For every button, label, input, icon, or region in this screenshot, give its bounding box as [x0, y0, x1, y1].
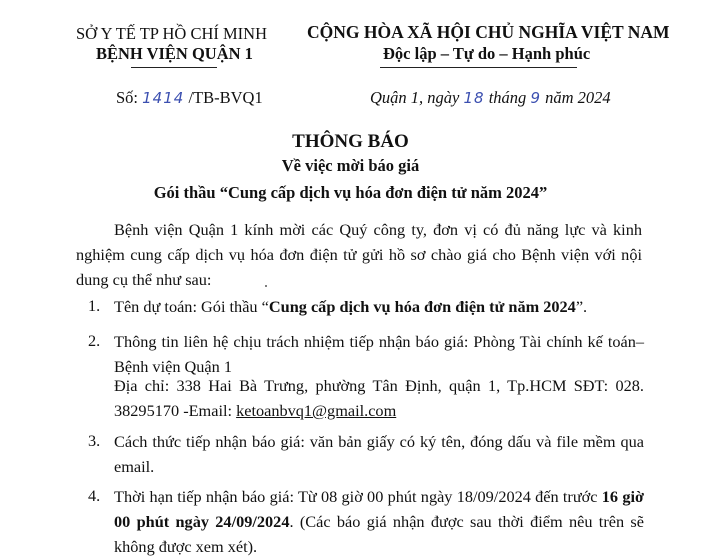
notice-title: THÔNG BÁO	[292, 131, 409, 152]
doc-number-label: Số:	[116, 88, 139, 107]
date-month-handwritten: 9	[530, 89, 541, 107]
item-1-label: Tên dự toán: Gói thầu “	[114, 297, 269, 316]
date-prefix: Quận 1, ngày	[370, 88, 460, 107]
date-month-label: tháng	[488, 88, 527, 107]
item-3-text: Cách thức tiếp nhận báo giá: văn bản giấy có ký tên, đóng dấu và file mềm qua email.	[114, 432, 644, 476]
item-2-text: Thông tin liên hệ chịu trách nhiệm tiếp nhận báo giá: Phòng Tài chính kế toán– Bệnh viện Quận 1	[114, 332, 644, 376]
package-name: Gói thầu “Cung cấp dịch vụ hóa đơn điện tử năm 2024”	[153, 183, 548, 202]
item-4-end: . (Các báo giá nhận được sau thời điểm nêu trên sẽ không được xem xét).	[114, 512, 644, 556]
item-2-address	[114, 373, 644, 423]
doc-number-handwritten: 1414	[142, 89, 185, 107]
doc-number-line	[116, 88, 263, 108]
item-1-text	[114, 294, 654, 319]
item-4-label: Thời hạn tiếp nhận báo giá: Từ 08 giờ 00 phút ngày 18/09/2024 đến trước	[114, 487, 602, 506]
contact-email-link[interactable]: ketoanbvq1@gmail.com	[236, 401, 397, 420]
national-motto: Độc lập – Tự do – Hạnh phúc	[383, 44, 591, 63]
motto-underline	[380, 67, 577, 68]
issuer-hospital: BỆNH VIỆN QUẬN 1	[96, 44, 253, 63]
date-year: năm 2024	[545, 88, 611, 107]
item-3-number: 3.	[88, 431, 101, 450]
national-title: CỘNG HÒA XÃ HỘI CHỦ NGHĨA VIỆT NAM	[307, 22, 670, 42]
issuer-underline	[131, 67, 217, 68]
item-4-number: 4.	[88, 486, 101, 505]
item-4-text	[114, 484, 644, 559]
issuer-department: SỞ Y TẾ TP HỒ CHÍ MINH	[76, 24, 267, 43]
item-2-address-text: Địa chỉ: 338 Hai Bà Trưng, phường Tân Định, quận 1, Tp.HCM SĐT: 028. 38295170 -Email:	[114, 376, 644, 420]
date-day-handwritten: 18	[463, 89, 485, 107]
item-1-number: 1.	[88, 296, 101, 315]
doc-date-line	[370, 88, 611, 108]
item-1-end: ”.	[575, 297, 588, 316]
item-4-deadline: 16 giờ 00 phút ngày 24/09/2024	[114, 487, 644, 531]
intro-text: Bệnh viện Quận 1 kính mời các Quý công ty, đơn vị có đủ năng lực và kinh nghiệm cung cấp dịch vụ hóa đơn điện tử gửi hồ sơ chào giá cho Bệnh viện với nội dung cụ thể như sau:	[76, 220, 642, 289]
scan-speck	[265, 285, 267, 287]
notice-subject: Về việc mời báo giá	[281, 156, 420, 175]
intro-paragraph	[76, 217, 642, 292]
doc-number-suffix: /TB-BVQ1	[188, 88, 263, 107]
item-1-package: Cung cấp dịch vụ hóa đơn điện tử năm 2024	[268, 297, 576, 316]
item-2-number: 2.	[88, 331, 101, 350]
